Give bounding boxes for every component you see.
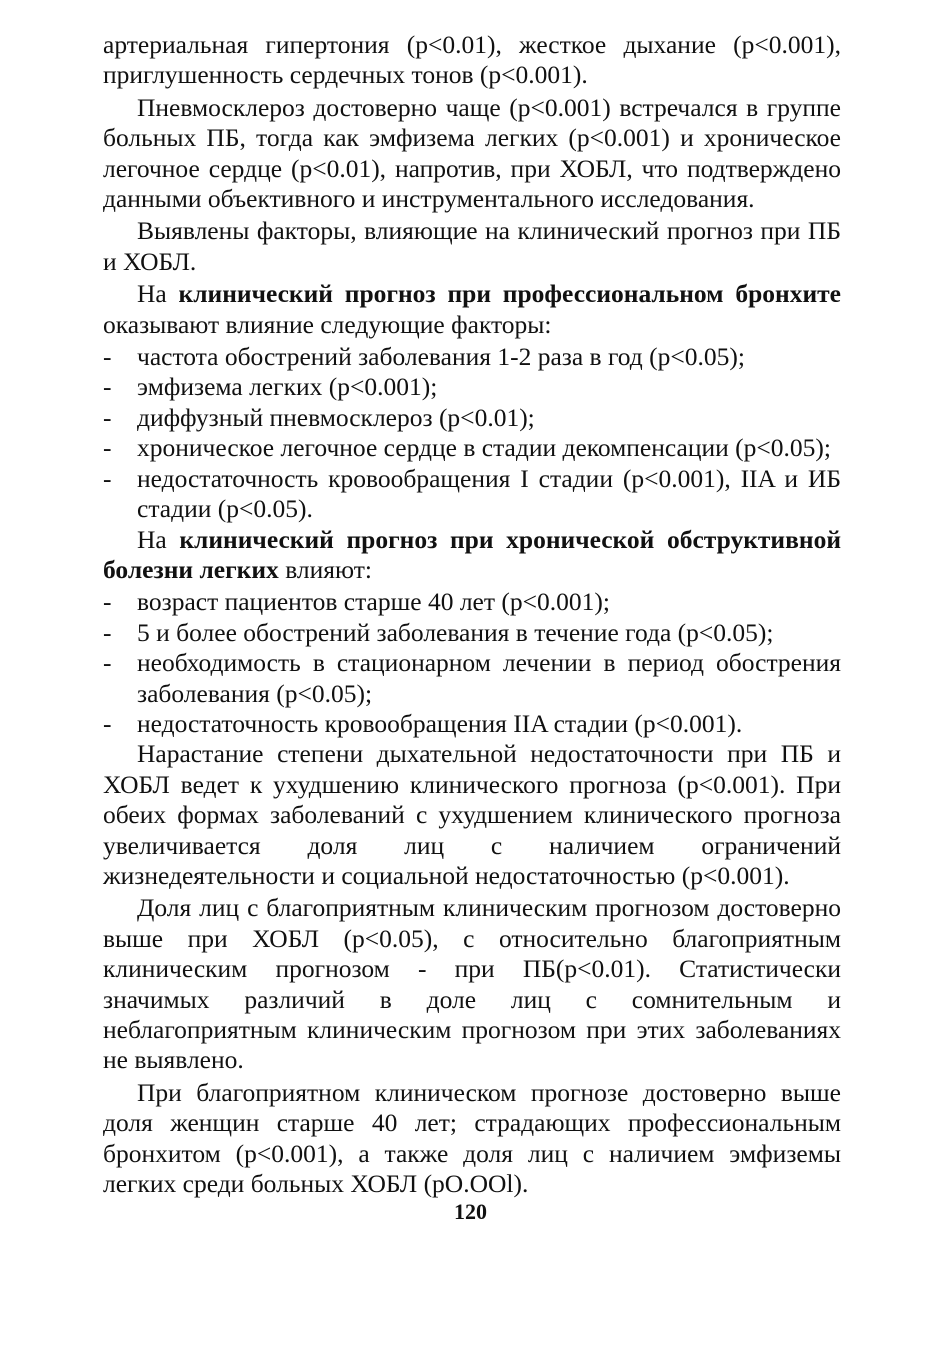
list-item-text: диффузный пневмосклероз (p<0.01); [137, 402, 535, 432]
list-dash: - [103, 708, 112, 738]
list-item [103, 648, 841, 709]
list-item [103, 403, 841, 433]
list-item-text: необходимость в стационарном лечении в период обострения заболевания (p<0.05); [137, 648, 841, 708]
list-item-text: 5 и более обострений заболевания в течение года (p<0.05); [137, 617, 774, 647]
hobl-prognosis-tail: влияют: [278, 554, 372, 584]
hobl-prognosis-bold: клинический прогноз при хронической обструктивной болезни легких [103, 524, 842, 584]
paragraph-pneumosclerosis: Пневмосклероз достоверно чаще (p<0.001) встречался в группе больных ПБ, тогда как эмфизема легких (p<0.001) и хроническое легочное сердце (p<0.01), напротив, при ХОБЛ, что подтверждено данными объективного и инструментального исследования. [103, 92, 841, 214]
list-item-text: эмфизема легких (p<0.001); [137, 372, 438, 402]
list-item [103, 464, 841, 525]
list-item-text: возраст пациентов старше 40 лет (p<0.001); [137, 587, 610, 617]
list-item [103, 709, 841, 739]
pb-prognosis-tail: оказывают влияние следующие факторы: [103, 309, 552, 339]
list-dash: - [103, 433, 112, 463]
list-item [103, 618, 841, 648]
list-item [103, 372, 841, 402]
list-dash: - [103, 587, 112, 617]
list-item [103, 433, 841, 463]
list-item [103, 342, 841, 372]
hobl-factor-list [103, 587, 841, 739]
list-item-text: недостаточность кровообращения IIA стадии (p<0.001). [137, 708, 743, 738]
list-dash: - [103, 617, 112, 647]
list-dash: - [103, 402, 112, 432]
paragraph-factors-intro: Выявлены факторы, влияющие на клинический прогноз при ПБ и ХОБЛ. [103, 216, 841, 276]
list-dash: - [103, 648, 112, 678]
list-item-text: недостаточность кровообращения I стадии (p<0.001), IIA и ИБ стадии (p<0.05). [137, 463, 841, 524]
list-item-text: частота обострений заболевания 1-2 раза в год (p<0.05); [137, 342, 745, 372]
paragraph-respiratory-failure: Нарастание степени дыхательной недостаточности при ПБ и ХОБЛ ведет к ухудшению клинического прогноза (p<0.001). При обеих формах заболеваний с ухудшением клинического прогноза увеличивается доля лиц с наличием ограничений жизнедеятельности и социальной недостаточностью (p<0.001). [103, 739, 841, 890]
list-dash: - [103, 463, 112, 493]
list-item [103, 587, 841, 617]
hobl-prognosis-lead: На [137, 524, 180, 554]
page-body [103, 30, 841, 1201]
list-dash: - [103, 342, 112, 372]
pb-prognosis-bold: клинический прогноз при профессиональном бронхите [178, 279, 841, 309]
paragraph-pb-prognosis [103, 279, 841, 340]
paragraph-hobl-prognosis [103, 525, 841, 586]
paragraph-favorable-prognosis-share: Доля лиц с благоприятным клиническим прогнозом достоверно выше при ХОБЛ (p<0.05), с относительно благоприятным клиническим прогнозом - при ПБ(p<0.01). Статистически значимых различий в доле лиц с сомнительным и неблагоприятным клиническим прогнозом при этих заболеваниях не выявлено. [103, 893, 841, 1075]
list-dash: - [103, 372, 112, 402]
paragraph-women-over-40: При благоприятном клиническом прогнозе достоверно выше доля женщин старше 40 лет; страдающих профессиональным бронхитом (p<0.001), а также доля лиц с наличием эмфиземы легких среди больных ХОБЛ (pO.OOl). [103, 1077, 841, 1199]
paragraph-continuation: артериальная гипертония (p<0.01), жесткое дыхание (p<0.001), приглушенность сердечных тонов (p<0.001). [103, 30, 841, 90]
pb-factor-list [103, 342, 841, 524]
pb-prognosis-lead: На [137, 279, 179, 309]
list-item-text: хроническое легочное сердце в стадии декомпенсации (p<0.05); [137, 433, 831, 463]
page-number: 120 [454, 1199, 487, 1224]
